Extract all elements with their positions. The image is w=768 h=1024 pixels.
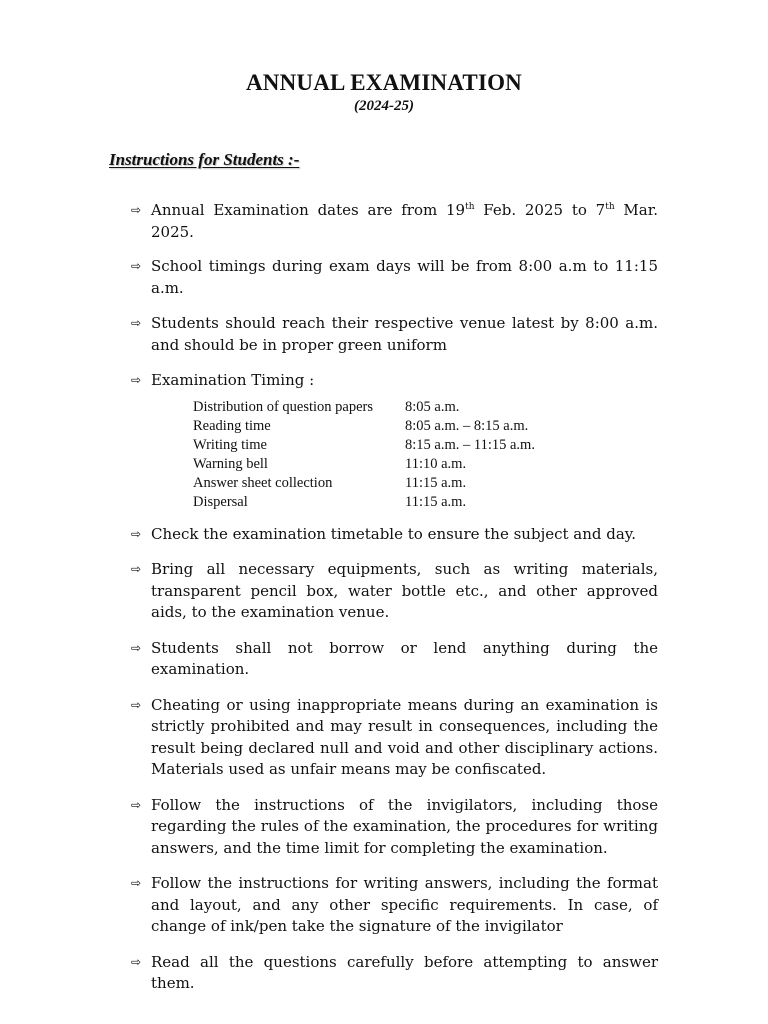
timing-event: Answer sheet collection <box>193 474 333 491</box>
exam-dates-text: Annual Examination dates are from 19th Feb. 2025 to 7th Mar. 2025. <box>151 201 658 241</box>
cheating-text: Cheating or using inappropriate means during an examination is strictly prohibited and may result in consequences, including the result being declared null and void and other disciplinary actions. Materials used as unfair means may be confiscated. <box>151 695 658 778</box>
timing-event: Writing time <box>193 436 267 453</box>
table-row <box>193 455 535 474</box>
right-arrow-icon: ⇨ <box>131 640 142 655</box>
right-arrow-icon: ⇨ <box>131 697 142 712</box>
timing-event: Reading time <box>193 417 271 434</box>
list-item <box>131 524 658 546</box>
list-item <box>131 695 658 781</box>
list-item <box>131 638 658 681</box>
equipment-text: Bring all necessary equipments, such as writing materials, transparent pencil box, water bottle etc., and other approved aids, to the examination venue. <box>151 560 658 621</box>
timing-value: 11:15 a.m. <box>405 493 467 510</box>
right-arrow-icon: ⇨ <box>131 203 142 217</box>
invigilators-text: Follow the instructions of the invigilators, including those regarding the rules of the examination, the procedures for writing answers, and the time limit for completing the examination. <box>151 795 658 857</box>
timing-value: 11:10 a.m. <box>405 455 467 472</box>
exam-timing-table <box>193 398 535 512</box>
document-title: ANNUAL EXAMINATION <box>246 70 522 95</box>
table-row <box>193 436 535 455</box>
right-arrow-icon: ⇨ <box>131 316 142 330</box>
table-row <box>193 417 535 436</box>
list-item <box>131 200 658 243</box>
list-item <box>131 952 658 995</box>
right-arrow-icon: ⇨ <box>131 797 142 812</box>
academic-year: (2024-25) <box>354 98 414 114</box>
instruction-list <box>131 200 658 995</box>
list-item <box>131 313 658 356</box>
read-questions-text: Read all the questions carefully before attempting to answer them. <box>151 952 658 992</box>
timing-value: 8:05 a.m. – 8:15 a.m. <box>405 417 529 434</box>
table-row <box>193 474 535 493</box>
right-arrow-icon: ⇨ <box>131 373 142 387</box>
school-timings-text: School timings during exam days will be from 8:00 a.m to 11:15 a.m. <box>151 257 658 297</box>
timing-event: Warning bell <box>193 455 268 472</box>
list-item <box>131 795 658 860</box>
list-item <box>131 256 658 299</box>
timetable-text: Check the examination timetable to ensure the subject and day. <box>151 524 637 543</box>
borrow-text: Students shall not borrow or lend anything during the examination. <box>151 638 658 678</box>
table-row <box>193 398 535 417</box>
list-item <box>131 559 658 624</box>
table-row <box>193 493 535 512</box>
timing-value: 8:15 a.m. – 11:15 a.m. <box>405 436 535 453</box>
writing-answers-text: Follow the instructions for writing answers, including the format and layout, and any other specific requirements. In case, of change of ink/pen take the signature of the invigilator <box>151 874 658 935</box>
list-item <box>131 370 658 512</box>
timing-event: Distribution of question papers <box>193 398 374 415</box>
right-arrow-icon: ⇨ <box>131 954 142 969</box>
section-heading: Instructions for Students :- <box>109 150 300 169</box>
exam-timing-label: Examination Timing : <box>151 371 315 389</box>
timing-value: 8:05 a.m. <box>405 398 460 415</box>
right-arrow-icon: ⇨ <box>131 876 142 890</box>
right-arrow-icon: ⇨ <box>131 562 142 576</box>
right-arrow-icon: ⇨ <box>131 526 142 541</box>
timing-value: 11:15 a.m. <box>405 474 467 491</box>
reach-venue-text: Students should reach their respective venue latest by 8:00 a.m. and should be in proper green uniform <box>151 314 658 354</box>
timing-event: Dispersal <box>193 493 248 510</box>
right-arrow-icon: ⇨ <box>131 259 142 273</box>
list-item <box>131 873 658 938</box>
